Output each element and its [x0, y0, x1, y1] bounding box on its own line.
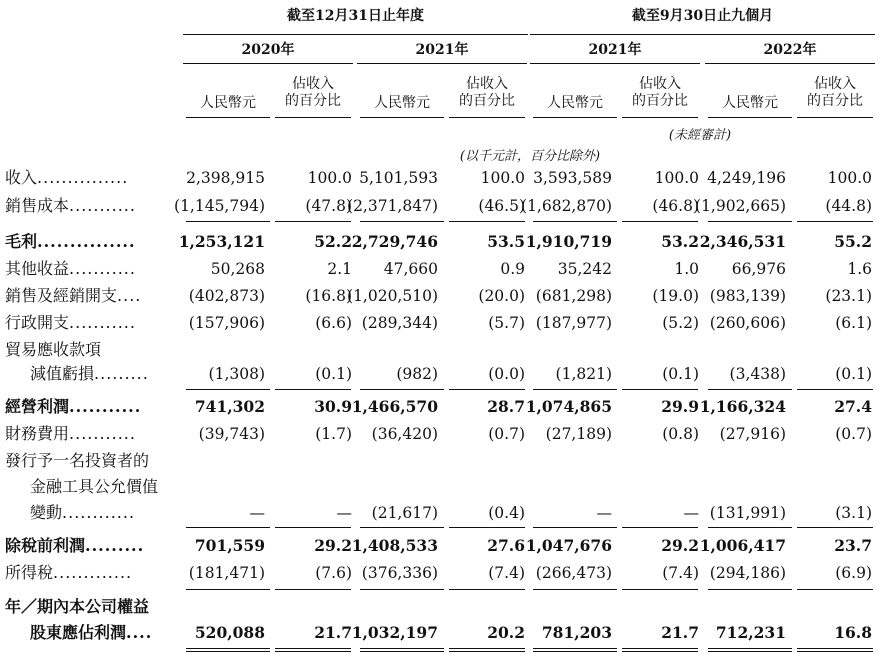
- subtotal-rule: [186, 221, 270, 222]
- cell-pct: 30.9: [314, 397, 352, 416]
- subtotal-rule: [449, 389, 525, 390]
- cell-pct: 29.2: [661, 536, 699, 555]
- cell-pct: (0.1): [315, 365, 352, 383]
- cell-rmb: 781,203: [541, 623, 612, 642]
- cell-pct: (6.9): [835, 564, 872, 582]
- row-leader-dots: .........: [94, 364, 149, 383]
- row-label-text: 收入: [5, 168, 38, 187]
- total-double-rule: [449, 651, 525, 652]
- cell-pct: 53.5: [487, 232, 525, 251]
- row-label: [30, 364, 149, 384]
- total-double-rule: [186, 648, 270, 649]
- subtotal-rule: [797, 221, 873, 222]
- row-label-text: 金融工具公允價值: [30, 477, 159, 496]
- col-header-pct-line1: 佔收入: [639, 76, 681, 92]
- cell-rmb: 1,466,570: [351, 397, 438, 416]
- row-label: [30, 623, 152, 643]
- subtotal-rule: [708, 527, 792, 528]
- col-header-rmb: 人民幣元: [374, 95, 430, 111]
- cell-pct: (6.6): [315, 314, 352, 332]
- subtotal-rule: [533, 589, 617, 590]
- cell-rmb: (27,189): [545, 425, 612, 443]
- cell-rmb: (266,473): [535, 564, 612, 582]
- row-label-text: 毛利: [5, 232, 38, 251]
- cell-pct: 100.0: [480, 169, 525, 187]
- cell-rmb: 712,231: [715, 623, 786, 642]
- subtotal-rule: [186, 589, 270, 590]
- col-header-rmb: 人民幣元: [200, 95, 256, 111]
- cell-pct: 53.2: [661, 232, 699, 251]
- col-header-pct-line2: 的百分比: [807, 93, 863, 109]
- row-leader-dots: ....: [117, 286, 142, 305]
- row-leader-dots: ...........: [69, 424, 136, 443]
- subtotal-rule: [449, 527, 525, 528]
- subtotal-rule: [275, 527, 351, 528]
- subtotal-rule: [533, 389, 617, 390]
- row-label-text: 減值虧損: [30, 364, 95, 383]
- row-label-text: 銷售成本: [5, 196, 70, 215]
- subtotal-rule: [622, 527, 698, 528]
- cell-pct: (44.8): [825, 197, 872, 215]
- row-label-text: 其他收益: [5, 259, 70, 278]
- period-header-year-end: 截至12月31日止年度: [287, 8, 424, 24]
- col-header-rule-rmb: [360, 117, 444, 118]
- cell-rmb: 1,910,719: [525, 232, 612, 251]
- year-rule-3: [530, 63, 700, 64]
- subtotal-rule: [797, 389, 873, 390]
- col-header-pct-of-revenue: [449, 76, 525, 110]
- cell-pct: (16.8): [305, 287, 352, 305]
- col-header-rule-pct: [275, 117, 351, 118]
- row-label: [5, 259, 136, 279]
- period-header-nine-months: 截至9月30日止九個月: [631, 8, 774, 24]
- col-header-pct-of-revenue: [622, 76, 698, 110]
- cell-rmb: (3,438): [729, 365, 786, 383]
- cell-pct: (0.1): [662, 365, 699, 383]
- row-label: [5, 313, 136, 333]
- total-double-rule: [275, 651, 351, 652]
- cell-rmb: 1,032,197: [351, 623, 438, 642]
- row-label-text: 變動: [30, 503, 63, 522]
- cell-pct: 100.0: [827, 169, 872, 187]
- col-header-pct-line1: 佔收入: [814, 76, 856, 92]
- cell-pct: 21.7: [661, 623, 699, 642]
- cell-rmb: 520,088: [194, 623, 265, 642]
- cell-rmb: (1,902,665): [695, 197, 786, 215]
- cell-pct: (7.6): [315, 564, 352, 582]
- total-double-rule: [797, 651, 873, 652]
- cell-pct: 100.0: [654, 169, 699, 187]
- subtotal-rule: [186, 389, 270, 390]
- cell-pct: (5.2): [662, 314, 699, 332]
- cell-rmb: (181,471): [188, 564, 265, 582]
- unaudited-note: (未經審計): [668, 128, 732, 143]
- subtotal-rule: [360, 221, 444, 222]
- row-leader-dots: ...........: [69, 196, 136, 215]
- cell-rmb: (21,617): [371, 504, 438, 522]
- cell-rmb: 741,302: [194, 397, 265, 416]
- col-header-rule-rmb: [708, 117, 792, 118]
- cell-pct: (1.7): [315, 425, 352, 443]
- cell-pct: (19.0): [652, 287, 699, 305]
- cell-pct: 27.4: [834, 397, 872, 416]
- subtotal-rule: [360, 589, 444, 590]
- cell-rmb: (289,344): [361, 314, 438, 332]
- row-leader-dots: ...............: [37, 168, 129, 187]
- row-label-text: 貿易應收款項: [5, 340, 102, 359]
- col-header-pct-line2: 的百分比: [459, 93, 515, 109]
- cell-pct: 1.6: [847, 260, 872, 278]
- subtotal-rule: [797, 527, 873, 528]
- cell-pct: 23.7: [834, 536, 872, 555]
- cell-pct: (3.1): [835, 504, 872, 522]
- row-label-text: 銷售及經銷開支: [5, 286, 118, 305]
- cell-pct: 2.1: [327, 260, 352, 278]
- row-leader-dots: ....: [126, 623, 153, 642]
- total-double-rule: [449, 648, 525, 649]
- row-label-text: 財務費用: [5, 424, 70, 443]
- row-label-text: 年／期內本公司權益: [5, 597, 150, 616]
- cell-pct: (7.4): [488, 564, 525, 582]
- cell-pct: (20.0): [478, 287, 525, 305]
- cell-rmb: 3,593,589: [533, 169, 612, 187]
- row-label: [5, 168, 128, 188]
- cell-pct: (47.8): [305, 197, 352, 215]
- subtotal-rule: [186, 527, 270, 528]
- cell-rmb: (376,336): [361, 564, 438, 582]
- cell-pct: 29.2: [314, 536, 352, 555]
- row-label: [5, 424, 136, 444]
- cell-pct: (7.4): [662, 564, 699, 582]
- col-header-pct-line1: 佔收入: [466, 76, 508, 92]
- year-header-2021: 2021年: [415, 42, 469, 58]
- cell-rmb: 5,101,593: [359, 169, 438, 187]
- col-header-pct-line2: 的百分比: [285, 93, 341, 109]
- row-label: [5, 597, 149, 617]
- year-header-2021-nine-months: 2021年: [588, 42, 642, 58]
- row-leader-dots: ...........: [69, 259, 136, 278]
- cell-rmb: (27,916): [719, 425, 786, 443]
- cell-rmb: 701,559: [194, 536, 265, 555]
- cell-pct: (6.1): [835, 314, 872, 332]
- row-label-text: 經營利潤: [5, 397, 70, 416]
- row-label: [5, 536, 144, 556]
- total-double-rule: [797, 648, 873, 649]
- row-label: [5, 563, 132, 583]
- cell-rmb: (260,606): [709, 314, 786, 332]
- period-rule-nine-months: [530, 34, 875, 35]
- total-double-rule: [708, 648, 792, 649]
- cell-rmb: (157,906): [188, 314, 265, 332]
- row-leader-dots: ...........: [69, 397, 142, 416]
- total-double-rule: [186, 651, 270, 652]
- cell-rmb: 35,242: [557, 260, 612, 278]
- cell-rmb: 2,346,531: [699, 232, 786, 251]
- total-double-rule: [708, 651, 792, 652]
- cell-pct: (0.8): [662, 425, 699, 443]
- cell-pct: —: [683, 504, 699, 522]
- cell-rmb: —: [249, 504, 265, 522]
- total-double-rule: [533, 648, 617, 649]
- subtotal-rule: [533, 221, 617, 222]
- col-header-rule-pct: [797, 117, 873, 118]
- cell-rmb: 1,074,865: [525, 397, 612, 416]
- col-header-rule-rmb: [533, 117, 617, 118]
- subtotal-rule: [708, 221, 792, 222]
- year-rule-2: [357, 63, 527, 64]
- row-leader-dots: .........: [85, 536, 145, 555]
- total-double-rule: [622, 651, 698, 652]
- year-header-2020: 2020年: [241, 42, 295, 58]
- total-double-rule: [533, 651, 617, 652]
- subtotal-rule: [622, 221, 698, 222]
- cell-rmb: —: [596, 504, 612, 522]
- cell-rmb: (983,139): [709, 287, 786, 305]
- total-double-rule: [275, 648, 351, 649]
- subtotal-rule: [275, 221, 351, 222]
- cell-pct: 27.6: [487, 536, 525, 555]
- row-label-text: 所得稅: [5, 563, 54, 582]
- cell-pct: 20.2: [487, 623, 525, 642]
- cell-pct: 29.9: [661, 397, 699, 416]
- cell-pct: (5.7): [488, 314, 525, 332]
- row-leader-dots: ............: [62, 503, 136, 522]
- row-leader-dots: .............: [53, 563, 133, 582]
- subtotal-rule: [622, 589, 698, 590]
- cell-rmb: 1,166,324: [699, 397, 786, 416]
- cell-rmb: (187,977): [535, 314, 612, 332]
- cell-pct: (0.1): [835, 365, 872, 383]
- cell-rmb: 47,660: [383, 260, 438, 278]
- row-label: [5, 196, 136, 216]
- subtotal-rule: [275, 589, 351, 590]
- cell-rmb: 4,249,196: [707, 169, 786, 187]
- cell-rmb: (1,821): [555, 365, 612, 383]
- row-leader-dots: ...........: [69, 313, 136, 332]
- row-label-text: 除稅前利潤: [5, 536, 86, 555]
- year-rule-1: [183, 63, 353, 64]
- cell-pct: 100.0: [307, 169, 352, 187]
- cell-rmb: (131,991): [709, 504, 786, 522]
- total-double-rule: [360, 648, 444, 649]
- col-header-pct-of-revenue: [797, 76, 873, 110]
- subtotal-rule: [533, 527, 617, 528]
- cell-rmb: (1,020,510): [347, 287, 438, 305]
- row-label: [30, 477, 158, 497]
- cell-rmb: 50,268: [210, 260, 265, 278]
- year-header-2022-nine-months: 2022年: [763, 42, 817, 58]
- col-header-rule-pct: [449, 117, 525, 118]
- cell-rmb: (1,308): [208, 365, 265, 383]
- cell-rmb: (294,186): [709, 564, 786, 582]
- row-label: [5, 397, 141, 417]
- row-label: [5, 286, 141, 306]
- subtotal-rule: [275, 389, 351, 390]
- col-header-pct-of-revenue: [275, 76, 351, 110]
- cell-pct: (0.7): [835, 425, 872, 443]
- year-rule-4: [705, 63, 875, 64]
- cell-pct: 21.7: [314, 623, 352, 642]
- cell-rmb: 1,408,533: [351, 536, 438, 555]
- cell-pct: 1.0: [674, 260, 699, 278]
- subtotal-rule: [622, 389, 698, 390]
- cell-rmb: (1,682,870): [521, 197, 612, 215]
- total-double-rule: [360, 651, 444, 652]
- col-header-rmb: 人民幣元: [547, 95, 603, 111]
- col-header-rule-pct: [622, 117, 698, 118]
- cell-pct: (46.5): [478, 197, 525, 215]
- col-header-pct-line1: 佔收入: [292, 76, 334, 92]
- subtotal-rule: [449, 221, 525, 222]
- cell-pct: 55.2: [834, 232, 872, 251]
- cell-pct: (0.7): [488, 425, 525, 443]
- cell-rmb: 2,398,915: [186, 169, 265, 187]
- cell-rmb: (2,371,847): [347, 197, 438, 215]
- cell-rmb: (982): [396, 365, 438, 383]
- cell-rmb: 1,253,121: [178, 232, 265, 251]
- subtotal-rule: [449, 589, 525, 590]
- subtotal-rule: [708, 589, 792, 590]
- cell-pct: 16.8: [834, 623, 872, 642]
- cell-pct: (0.0): [488, 365, 525, 383]
- cell-rmb: (1,145,794): [174, 197, 265, 215]
- cell-pct: 0.9: [500, 260, 525, 278]
- cell-pct: —: [336, 504, 352, 522]
- subtotal-rule: [708, 389, 792, 390]
- period-rule-year-end: [183, 34, 528, 35]
- col-header-rule-rmb: [186, 117, 270, 118]
- row-label: [5, 340, 101, 360]
- subtotal-rule: [360, 389, 444, 390]
- units-note: (以千元計，百分比除外): [459, 149, 601, 164]
- cell-rmb: (681,298): [535, 287, 612, 305]
- row-label: [30, 503, 135, 523]
- cell-pct: (23.1): [825, 287, 872, 305]
- cell-rmb: (402,873): [188, 287, 265, 305]
- row-label-text: 股東應佔利潤: [30, 623, 127, 642]
- row-label: [5, 451, 149, 471]
- cell-rmb: 2,729,746: [351, 232, 438, 251]
- cell-rmb: 66,976: [731, 260, 786, 278]
- cell-rmb: 1,006,417: [699, 536, 786, 555]
- col-header-rmb: 人民幣元: [722, 95, 778, 111]
- col-header-pct-line2: 的百分比: [632, 93, 688, 109]
- subtotal-rule: [360, 527, 444, 528]
- cell-rmb: 1,047,676: [525, 536, 612, 555]
- cell-rmb: (36,420): [371, 425, 438, 443]
- row-leader-dots: ...............: [37, 232, 136, 251]
- cell-rmb: (39,743): [198, 425, 265, 443]
- cell-pct: 52.2: [314, 232, 352, 251]
- cell-pct: 28.7: [487, 397, 525, 416]
- subtotal-rule: [797, 589, 873, 590]
- row-label-text: 發行予一名投資者的: [5, 451, 150, 470]
- cell-pct: (46.8): [652, 197, 699, 215]
- row-label: [5, 232, 136, 252]
- row-label-text: 行政開支: [5, 313, 70, 332]
- total-double-rule: [622, 648, 698, 649]
- cell-pct: (0.4): [488, 504, 525, 522]
